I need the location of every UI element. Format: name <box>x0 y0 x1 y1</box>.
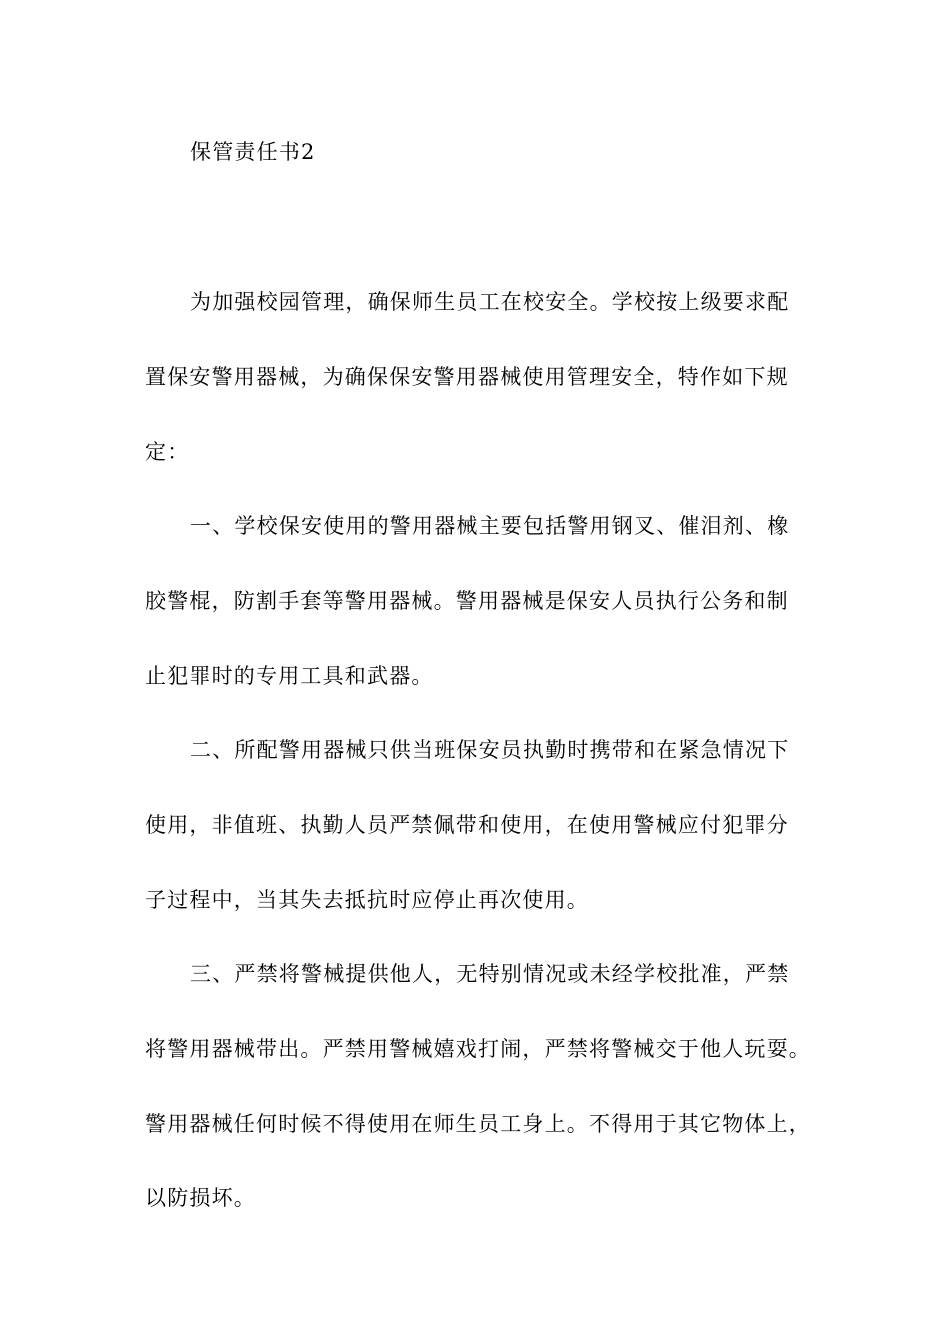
paragraph-3-line-1: 二、所配警用器械只供当班保安员执勤时携带和在紧急情况下 <box>190 738 790 762</box>
paragraph-1-line-2: 置保安警用器械，为确保保安警用器械使用管理安全，特作如下规 <box>145 365 789 389</box>
paragraph-2-line-2: 胶警棍，防割手套等警用器械。警用器械是保安人员执行公务和制 <box>145 589 789 613</box>
paragraph-3-line-3: 子过程中，当其失去抵抗时应停止再次使用。 <box>145 888 589 912</box>
paragraph-3-line-2: 使用，非值班、执勤人员严禁佩带和使用，在使用警械应付犯罪分 <box>145 813 789 837</box>
paragraph-4-line-2: 将警用器械带出。严禁用警械嬉戏打闹，严禁将警械交于他人玩耍。 <box>145 1037 811 1061</box>
paragraph-2-line-1: 一、学校保安使用的警用器械主要包括警用钢叉、催泪剂、橡 <box>190 514 790 538</box>
document-title: 保管责任书2 <box>190 140 316 164</box>
paragraph-4-line-3: 警用器械任何时候不得使用在师生员工身上。不得用于其它物体上， <box>145 1112 811 1136</box>
paragraph-4-line-4: 以防损坏。 <box>145 1186 256 1210</box>
paragraph-2-line-3: 止犯罪时的专用工具和武器。 <box>145 664 434 688</box>
paragraph-1-line-1: 为加强校园管理，确保师生员工在校安全。学校按上级要求配 <box>190 290 790 314</box>
paragraph-1-line-3: 定： <box>145 440 190 464</box>
paragraph-4-line-1: 三、严禁将警械提供他人，无特别情况或未经学校批准，严禁 <box>190 962 790 986</box>
